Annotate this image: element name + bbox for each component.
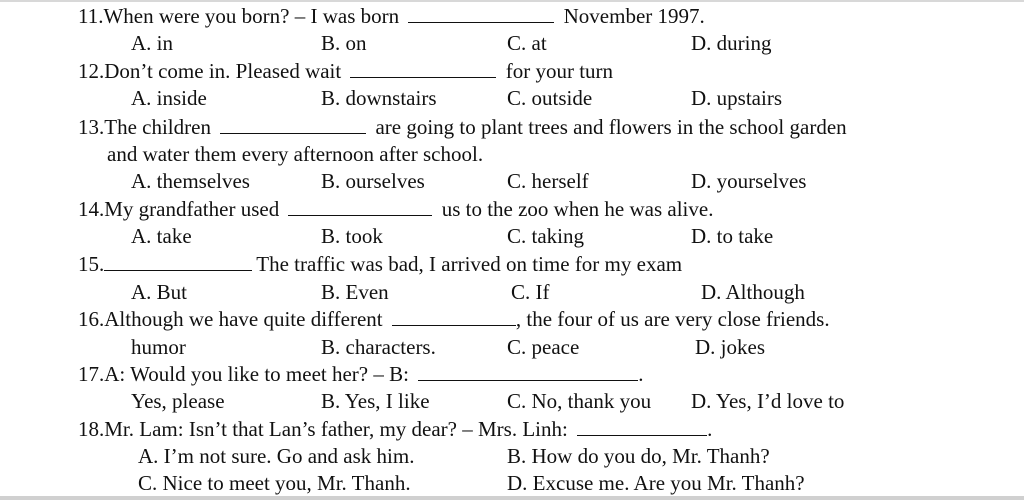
option-b[interactable]: B. How do you do, Mr. Thanh?: [507, 444, 770, 468]
question-number: 18.: [78, 417, 105, 441]
question-text-before: Don’t come in. Pleased wait: [104, 59, 342, 83]
question-11-stem: [78, 3, 705, 29]
question-18-stem: [78, 416, 712, 442]
answer-blank[interactable]: [104, 252, 252, 271]
answer-blank[interactable]: [577, 417, 707, 436]
question-text-after: , the four of us are very close friends.: [515, 307, 830, 331]
option-a[interactable]: A. take: [131, 224, 192, 248]
option-b[interactable]: B. on: [321, 31, 367, 55]
question-number: 12.: [78, 59, 105, 83]
option-d[interactable]: D. Yes, I’d love to: [691, 389, 845, 413]
option-d[interactable]: D. jokes: [695, 335, 765, 359]
question-text-before: Although we have quite different: [104, 307, 383, 331]
question-text-after: .: [707, 417, 713, 441]
page-bottom-edge: [0, 496, 1024, 500]
question-number: 14.: [78, 197, 105, 221]
option-d[interactable]: D. Excuse me. Are you Mr. Thanh?: [507, 471, 805, 495]
option-b[interactable]: B. characters.: [321, 335, 436, 359]
option-a[interactable]: humor: [131, 335, 186, 359]
question-number: 11.: [78, 4, 104, 28]
answer-blank[interactable]: [220, 115, 366, 134]
question-13-continuation: and water them every afternoon after school.: [107, 142, 484, 166]
question-number: 17.: [78, 362, 105, 386]
option-c[interactable]: C. outside: [507, 86, 593, 110]
option-c[interactable]: C. peace: [507, 335, 580, 359]
option-c[interactable]: C. at: [507, 31, 547, 55]
question-text-before: Mr. Lam: Isn’t that Lan’s father, my dear? – Mrs. Linh:: [104, 417, 568, 441]
question-13-stem: [78, 114, 847, 140]
question-number: 13.: [78, 115, 105, 139]
answer-blank[interactable]: [408, 4, 554, 23]
option-c[interactable]: C. taking: [507, 224, 584, 248]
answer-blank[interactable]: [392, 307, 516, 326]
question-text-after: November 1997.: [563, 4, 705, 28]
question-text-before: The children: [104, 115, 211, 139]
option-d[interactable]: D. during: [691, 31, 772, 55]
option-d[interactable]: D. yourselves: [691, 169, 807, 193]
option-b[interactable]: B. took: [321, 224, 383, 248]
question-17-stem: [78, 361, 643, 387]
option-c[interactable]: C. herself: [507, 169, 589, 193]
answer-blank[interactable]: [418, 362, 638, 381]
option-b[interactable]: B. downstairs: [321, 86, 437, 110]
option-a[interactable]: A. in: [131, 31, 173, 55]
question-12-stem: [78, 58, 613, 84]
option-a[interactable]: Yes, please: [131, 389, 225, 413]
question-number: 15.: [78, 252, 105, 276]
option-a[interactable]: A. inside: [131, 86, 207, 110]
question-text-after: are going to plant trees and flowers in the school garden: [375, 115, 847, 139]
option-a[interactable]: A. But: [131, 280, 188, 304]
answer-blank[interactable]: [350, 59, 496, 78]
option-b[interactable]: B. Even: [321, 280, 389, 304]
option-a[interactable]: A. I’m not sure. Go and ask him.: [138, 444, 415, 468]
option-a[interactable]: A. themselves: [131, 169, 250, 193]
question-text-after: .: [638, 362, 644, 386]
question-text-before: A: Would you like to meet her? – B:: [104, 362, 409, 386]
option-c[interactable]: C. Nice to meet you, Mr. Thanh.: [138, 471, 411, 495]
question-14-stem: [78, 196, 713, 222]
question-16-stem: [78, 306, 830, 332]
option-c[interactable]: C. If: [511, 280, 550, 304]
question-text-after: us to the zoo when he was alive.: [441, 197, 714, 221]
question-15-stem: [78, 251, 682, 277]
answer-blank[interactable]: [288, 197, 432, 216]
question-text-before: When were you born? – I was born: [103, 4, 400, 28]
option-d[interactable]: D. upstairs: [691, 86, 782, 110]
question-number: 16.: [78, 307, 105, 331]
option-b[interactable]: B. ourselves: [321, 169, 425, 193]
option-b[interactable]: B. Yes, I like: [321, 389, 430, 413]
option-d[interactable]: D. to take: [691, 224, 774, 248]
option-d[interactable]: D. Although: [701, 280, 805, 304]
question-text-after: The traffic was bad, I arrived on time for my exam: [256, 252, 683, 276]
option-c[interactable]: C. No, thank you: [507, 389, 652, 413]
question-text-before: My grandfather used: [104, 197, 280, 221]
page-top-edge: [0, 0, 1024, 2]
question-text-after: for your turn: [505, 59, 614, 83]
